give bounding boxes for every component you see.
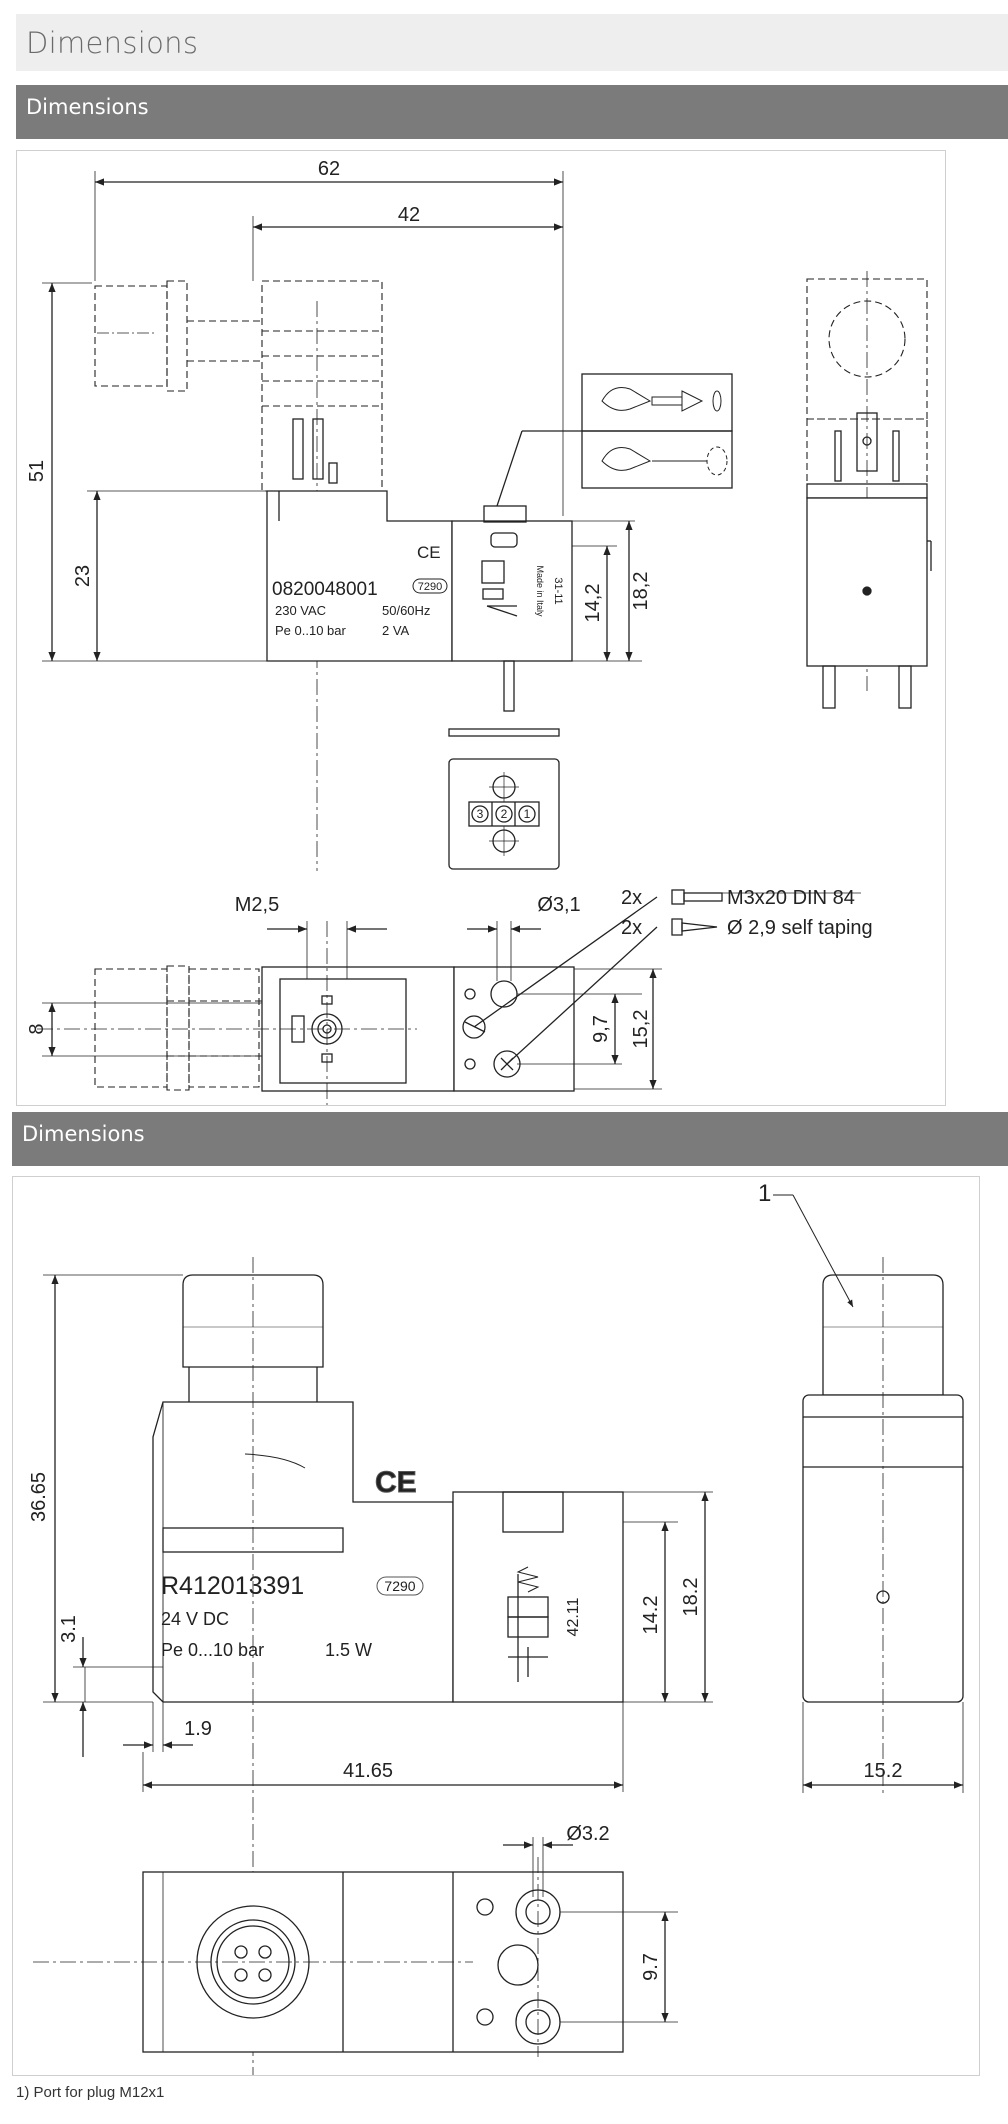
dim-14-2: 14,2 bbox=[582, 583, 604, 623]
ce-mark-1: CE bbox=[417, 543, 441, 562]
fastener-1-qty: 2x bbox=[621, 887, 643, 909]
port-3: 3 bbox=[476, 807, 484, 821]
section-header-1[interactable] bbox=[16, 85, 1008, 139]
dim-14-2-b: 14.2 bbox=[640, 1595, 662, 1635]
dim-3-1: 3.1 bbox=[58, 1615, 80, 1643]
part-number-1: 0820048001 bbox=[272, 579, 378, 600]
pressure-1: Pe 0..10 bar bbox=[275, 623, 346, 638]
dim-18-2: 18,2 bbox=[630, 571, 652, 611]
dim-41-65: 41.65 bbox=[342, 1760, 394, 1782]
page-header bbox=[16, 14, 1008, 71]
power-1: 2 VA bbox=[382, 623, 410, 638]
drawing-2 bbox=[12, 1176, 980, 2076]
date-code-2: 42.11 bbox=[565, 1597, 582, 1637]
dim-42: 42 bbox=[397, 204, 421, 226]
instruction-box-pull bbox=[582, 374, 732, 431]
pressure-2: Pe 0...10 bar bbox=[161, 1640, 265, 1660]
dim-15-2: 15,2 bbox=[630, 1009, 652, 1049]
ce-mark-2: CE bbox=[375, 1466, 417, 1499]
side-body bbox=[807, 498, 927, 666]
voltage-1: 230 VAC bbox=[275, 603, 327, 618]
footnote: 1) Port for plug M12x1 bbox=[16, 2084, 165, 2101]
bottom-connector-outline-dashed bbox=[95, 966, 262, 1090]
port-2: 2 bbox=[500, 807, 508, 821]
dim-18-2-b: 18.2 bbox=[680, 1577, 702, 1617]
technical-drawing-2 bbox=[13, 1177, 979, 2075]
section-title-1: Dimensions bbox=[26, 95, 149, 119]
dim-8: 8 bbox=[26, 1023, 48, 1035]
code-badge-1: 7290 bbox=[417, 581, 443, 593]
made-in-1: Made in Italy bbox=[535, 565, 545, 617]
dim-hole-3-2: Ø3.2 bbox=[566, 1823, 610, 1845]
frequency-1: 50/60Hz bbox=[382, 603, 431, 618]
port-numbers bbox=[477, 807, 531, 821]
power-2: 1.5 W bbox=[325, 1640, 373, 1660]
page-title: Dimensions bbox=[26, 26, 199, 60]
dim-9-7: 9,7 bbox=[590, 1015, 612, 1043]
port-1: 1 bbox=[523, 807, 531, 821]
dim-62: 62 bbox=[317, 158, 341, 180]
section-title-2: Dimensions bbox=[22, 1122, 145, 1146]
section-header-2[interactable] bbox=[12, 1112, 1008, 1166]
fastener-1-text: M3x20 DIN 84 bbox=[727, 887, 855, 909]
connector-outline-dashed bbox=[95, 281, 382, 491]
dim-36-65: 36.65 bbox=[28, 1471, 50, 1523]
dim-15-2-b: 15.2 bbox=[863, 1760, 903, 1782]
dim-51: 51 bbox=[26, 459, 48, 483]
technical-drawing-1 bbox=[17, 151, 945, 1105]
dim-1-9: 1.9 bbox=[184, 1718, 212, 1740]
callout-1: 1 bbox=[758, 1180, 772, 1207]
voltage-2: 24 V DC bbox=[161, 1609, 230, 1629]
fastener-2-text: Ø 2,9 self taping bbox=[727, 917, 873, 939]
fastener-2-qty: 2x bbox=[621, 917, 643, 939]
part-number-2: R412013391 bbox=[161, 1572, 305, 1600]
code-badge-2: 7290 bbox=[384, 1578, 416, 1594]
dim-m2-5: M2,5 bbox=[234, 894, 280, 916]
dim-hole-3-1: Ø3,1 bbox=[537, 894, 581, 916]
date-code-1: 31-11 bbox=[552, 577, 564, 605]
drawing-1 bbox=[16, 150, 946, 1106]
instruction-box-rotate bbox=[582, 431, 732, 488]
dim-23: 23 bbox=[72, 564, 94, 588]
dim-9-7-b: 9.7 bbox=[640, 1953, 662, 1981]
